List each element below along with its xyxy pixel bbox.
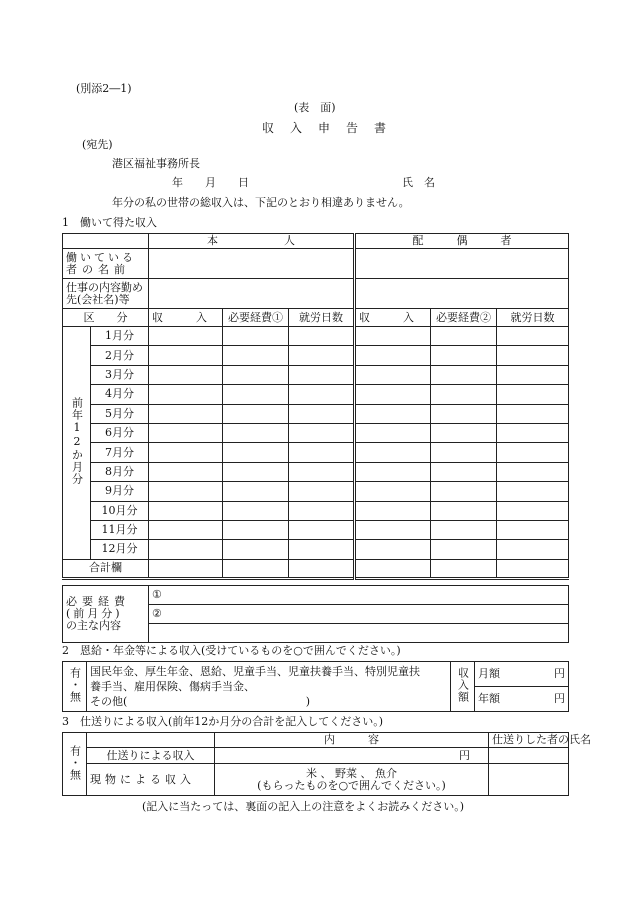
name-label: 氏 名: [402, 176, 435, 189]
month-cell[interactable]: [497, 520, 569, 539]
total-cell[interactable]: [223, 559, 289, 578]
content-header: 内 容: [215, 733, 489, 748]
remittance-sender-field[interactable]: [489, 748, 569, 764]
sender-header: 仕送りした者の氏名: [489, 733, 569, 748]
total-label: 合計欄: [63, 559, 149, 578]
spouse-income-header: 収 入: [355, 309, 431, 327]
spouse-header: 配 偶 者: [355, 234, 569, 249]
month-cell[interactable]: [223, 520, 289, 539]
month-cell[interactable]: [431, 520, 497, 539]
remittance-amount-field[interactable]: 円: [215, 748, 489, 764]
month-cell[interactable]: [149, 327, 223, 346]
month-label: 4月分: [91, 385, 149, 404]
month-cell[interactable]: [149, 423, 223, 442]
month-cell[interactable]: [289, 346, 355, 365]
month-cell[interactable]: [431, 443, 497, 462]
declaration: 年分の私の世帯の総収入は、下記のとおり相違ありません。: [112, 196, 410, 209]
self-days-header: 就労日数: [289, 309, 355, 327]
self-worker-name-field[interactable]: [149, 249, 355, 279]
month-cell[interactable]: [431, 404, 497, 423]
month-cell[interactable]: [149, 365, 223, 384]
self-job-field[interactable]: [149, 279, 355, 309]
month-cell[interactable]: [431, 540, 497, 559]
footer-note: (記入に当たっては、裏面の記入上の注意をよくお読みください。): [142, 800, 465, 813]
division-header: 区 分: [63, 309, 149, 327]
month-cell[interactable]: [497, 365, 569, 384]
expense-detail-3[interactable]: [149, 624, 569, 643]
in-kind-items[interactable]: 米 、 野菜 、 魚介 (もらったものを○で囲んでください。): [215, 764, 489, 796]
month-cell[interactable]: [355, 462, 431, 481]
month-cell[interactable]: [431, 501, 497, 520]
remittance-table: [62, 732, 591, 796]
month-cell[interactable]: [431, 346, 497, 365]
page-title: 収 入 申 告 書: [262, 121, 389, 135]
month-label: 9月分: [91, 482, 149, 501]
month-cell[interactable]: [223, 346, 289, 365]
month-cell[interactable]: [289, 365, 355, 384]
month-cell[interactable]: [497, 423, 569, 442]
yearly-amount-field[interactable]: 年額 円: [475, 687, 569, 712]
month-cell[interactable]: [497, 462, 569, 481]
month-cell[interactable]: [497, 482, 569, 501]
month-cell[interactable]: [355, 482, 431, 501]
in-kind-label: 現物による収入: [87, 764, 215, 796]
attachment-label: (別添2―1): [76, 82, 132, 95]
month-cell[interactable]: [149, 385, 223, 404]
month-cell[interactable]: [431, 423, 497, 442]
month-cell[interactable]: [223, 482, 289, 501]
month-cell[interactable]: [289, 540, 355, 559]
month-cell[interactable]: [223, 404, 289, 423]
pension-types: 国民年金、厚生年金、恩給、児童手当、児童扶養手当、特別児童扶 養手当、雇用保険、傷病手当金、 その他( ): [87, 662, 451, 712]
expense-detail-1[interactable]: ①: [149, 586, 569, 605]
month-cell[interactable]: [149, 501, 223, 520]
month-cell[interactable]: [289, 520, 355, 539]
month-cell[interactable]: [355, 346, 431, 365]
month-cell[interactable]: [289, 385, 355, 404]
remittance-label: 仕送りによる収入: [87, 748, 215, 764]
spouse-worker-name-field[interactable]: [355, 249, 569, 279]
spouse-days-header: 就労日数: [497, 309, 569, 327]
month-cell[interactable]: [355, 404, 431, 423]
month-cell[interactable]: [289, 443, 355, 462]
month-label: 3月分: [91, 365, 149, 384]
month-label: 2月分: [91, 346, 149, 365]
month-cell[interactable]: [497, 501, 569, 520]
month-cell[interactable]: [497, 540, 569, 559]
month-cell[interactable]: [355, 365, 431, 384]
month-cell[interactable]: [431, 385, 497, 404]
in-kind-sender-field[interactable]: [489, 764, 569, 796]
month-cell[interactable]: [149, 462, 223, 481]
income-amount-label: 収入額: [451, 662, 475, 712]
remittance-corner: [87, 733, 215, 748]
month-cell[interactable]: [223, 462, 289, 481]
month-cell[interactable]: [223, 327, 289, 346]
month-label: 12月分: [91, 540, 149, 559]
month-cell[interactable]: [223, 385, 289, 404]
month-cell[interactable]: [289, 327, 355, 346]
month-cell[interactable]: [149, 404, 223, 423]
month-cell[interactable]: [289, 462, 355, 481]
month-cell[interactable]: [497, 404, 569, 423]
month-cell[interactable]: [289, 501, 355, 520]
section1-title: 1 働いて得た収入: [62, 216, 157, 229]
self-expense-header: 必要経費①: [223, 309, 289, 327]
section3-title: 3 仕送りによる収入(前年12か月分の合計を記入してください。): [62, 715, 384, 728]
month-cell[interactable]: [431, 462, 497, 481]
section2-title: 2 恩給・年金等による収入(受けているものを○で囲んでください。): [62, 644, 401, 657]
spouse-job-field[interactable]: [355, 279, 569, 309]
month-cell[interactable]: [149, 520, 223, 539]
month-label: 5月分: [91, 404, 149, 423]
month-cell[interactable]: [497, 346, 569, 365]
month-cell[interactable]: [431, 365, 497, 384]
month-cell[interactable]: [149, 482, 223, 501]
addressee: 港区福祉事務所長: [112, 157, 200, 170]
month-cell[interactable]: [223, 443, 289, 462]
month-cell[interactable]: [289, 482, 355, 501]
month-cell[interactable]: [223, 540, 289, 559]
job-content-label: 仕事の内容勤め 先(会社名)等: [63, 279, 149, 309]
month-label: 10月分: [91, 501, 149, 520]
month-cell[interactable]: [355, 443, 431, 462]
corner-cell: [63, 234, 149, 249]
earned-income-table: [62, 233, 569, 580]
month-label: 6月分: [91, 423, 149, 442]
month-cell[interactable]: [223, 501, 289, 520]
total-cell[interactable]: [149, 559, 223, 578]
expense-detail-2[interactable]: ②: [149, 605, 569, 624]
month-cell[interactable]: [431, 482, 497, 501]
worker-name-label: 働いている 者の名前: [63, 249, 149, 279]
month-cell[interactable]: [497, 443, 569, 462]
date-field[interactable]: 年 月 日: [172, 176, 249, 189]
side-label: (表 面): [294, 101, 336, 114]
period-label: 前年12か月分: [63, 327, 91, 560]
month-cell[interactable]: [431, 327, 497, 346]
self-header: 本 人: [149, 234, 355, 249]
month-cell[interactable]: [497, 327, 569, 346]
total-cell[interactable]: [497, 559, 569, 578]
month-cell[interactable]: [223, 365, 289, 384]
monthly-amount-field[interactable]: 月額 円: [475, 662, 569, 687]
total-cell[interactable]: [431, 559, 497, 578]
month-cell[interactable]: [497, 385, 569, 404]
month-cell[interactable]: [289, 404, 355, 423]
month-label: 11月分: [91, 520, 149, 539]
month-cell[interactable]: [355, 423, 431, 442]
month-cell[interactable]: [355, 501, 431, 520]
month-cell[interactable]: [289, 423, 355, 442]
month-label: 7月分: [91, 443, 149, 462]
total-cell[interactable]: [289, 559, 355, 578]
month-cell[interactable]: [355, 520, 431, 539]
self-income-header: 収 入: [149, 309, 223, 327]
total-cell[interactable]: [355, 559, 431, 578]
expense-detail-table: [62, 585, 569, 643]
month-cell[interactable]: [149, 540, 223, 559]
month-cell[interactable]: [355, 327, 431, 346]
month-label: 8月分: [91, 462, 149, 481]
month-cell[interactable]: [149, 443, 223, 462]
month-cell[interactable]: [223, 423, 289, 442]
month-label: 1月分: [91, 327, 149, 346]
spouse-expense-header: 必要経費②: [431, 309, 497, 327]
month-cell[interactable]: [149, 346, 223, 365]
remittance-yes-no[interactable]: 有・無: [63, 733, 87, 796]
month-cell[interactable]: [355, 385, 431, 404]
addressee-label: (宛先): [82, 138, 113, 151]
expense-detail-label: 必要経費 (前月分) の主な内容: [63, 586, 149, 643]
month-cell[interactable]: [355, 540, 431, 559]
pension-yes-no[interactable]: 有・無: [63, 662, 87, 712]
pension-table: [62, 661, 569, 712]
